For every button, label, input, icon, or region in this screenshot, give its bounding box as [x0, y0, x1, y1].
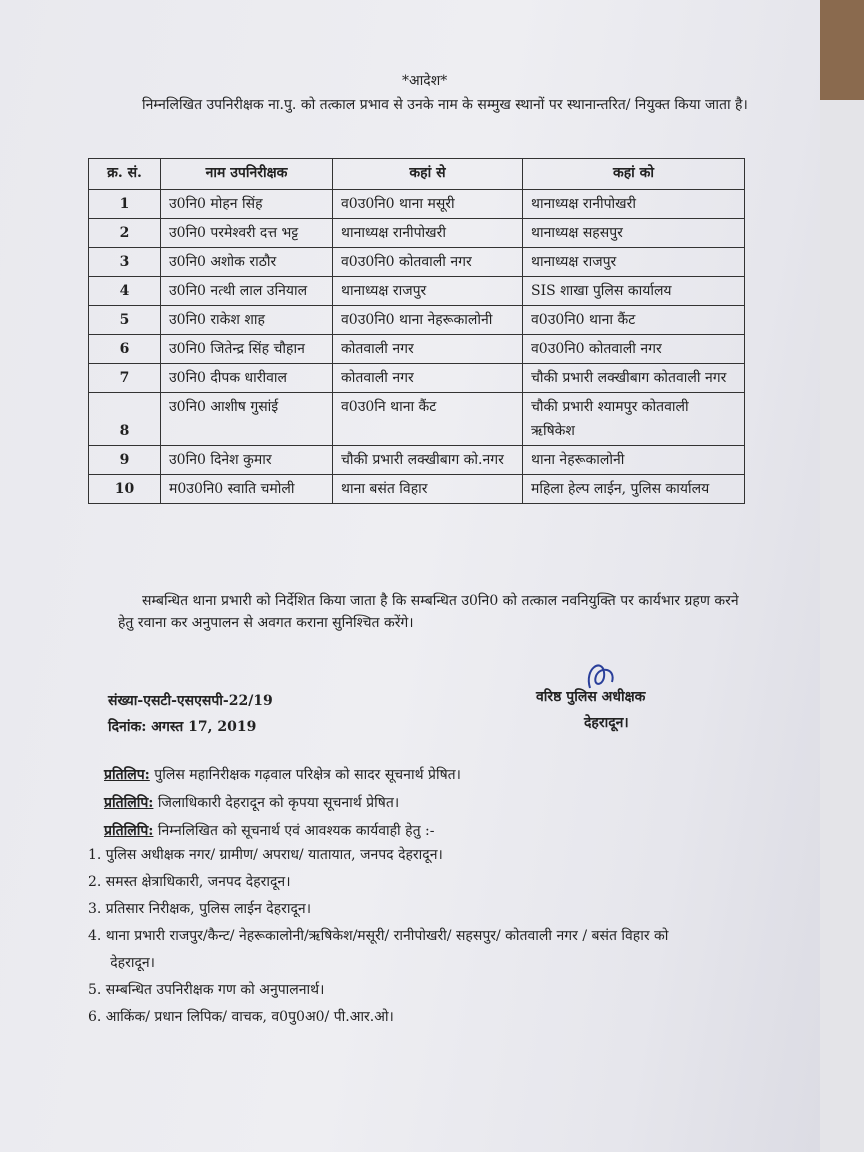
serial-cell: 10: [89, 475, 161, 504]
to-cell: चौकी प्रभारी लक्खीबाग कोतवाली नगर: [523, 364, 745, 393]
col-name: नाम उपनिरीक्षक: [161, 159, 333, 190]
instruction-paragraph: सम्बन्धित थाना प्रभारी को निर्देशित किया जाता है कि सम्बन्धित उ0नि0 को तत्काल नवनियुक्ति पर कार्यभार ग्रहण करने हेतु रवाना कर अनुपालन से अवगत कराना सुनिश्चित करेंगे।: [118, 593, 739, 631]
name-cell: उ0नि0 नत्थी लाल उनियाल: [161, 277, 333, 306]
name-cell: उ0नि0 जितेन्द्र सिंह चौहान: [161, 335, 333, 364]
name-cell: म0उ0नि0 स्वाति चमोली: [161, 475, 333, 504]
table-row: [89, 277, 745, 306]
name-cell: उ0नि0 आशीष गुसांई: [161, 393, 333, 446]
copy-text: पुलिस महानिरीक्षक गढ़वाल परिक्षेत्र को सादर सूचनार्थ प्रेषित।: [149, 767, 461, 783]
signatory-place: देहरादून।: [584, 715, 629, 731]
to-cell: थाना नेहरूकालोनी: [523, 446, 745, 475]
serial-cell: 8: [89, 393, 161, 446]
col-to: कहां को: [523, 159, 745, 190]
recipient-list: [88, 846, 668, 1035]
name-cell: उ0नि0 दीपक धारीवाल: [161, 364, 333, 393]
name-cell: उ0नि0 मोहन सिंह: [161, 190, 333, 219]
copy-line-1: [104, 766, 461, 784]
table-row: [89, 306, 745, 335]
order-title: *आदेश*: [402, 73, 448, 89]
reference-number: संख्या-एसटी-एसएसपी-22/19: [108, 693, 273, 709]
col-serial: क्र. सं.: [89, 159, 161, 190]
list-item: 5. सम्बन्धित उपनिरीक्षक गण को अनुपालनार्थ।: [88, 982, 325, 998]
from-cell: व0उ0नि थाना कैंट: [333, 393, 523, 446]
to-cell: व0उ0नि0 थाना कैंट: [523, 306, 745, 335]
to-cell: चौकी प्रभारी श्यामपुर कोतवाली ऋषिकेश: [523, 393, 745, 446]
list-item: देहरादून।: [88, 955, 155, 971]
serial-cell: 9: [89, 446, 161, 475]
table-row: [89, 364, 745, 393]
transfer-table: [88, 158, 745, 504]
table-header-row: [89, 159, 745, 190]
list-item: 1. पुलिस अधीक्षक नगर/ ग्रामीण/ अपराध/ यातायात, जनपद देहरादून।: [88, 847, 443, 863]
intro-paragraph: निम्नलिखित उपनिरीक्षक ना.पु. को तत्काल प्रभाव से उनके नाम के सम्मुख स्थानों पर स्थानान्तरित/ नियुक्त किया जाता है।: [142, 97, 748, 113]
name-cell: उ0नि0 अशोक राठौर: [161, 248, 333, 277]
to-cell: महिला हेल्प लाईन, पुलिस कार्यालय: [523, 475, 745, 504]
from-cell: व0उ0नि0 कोतवाली नगर: [333, 248, 523, 277]
from-cell: व0उ0नि0 थाना नेहरूकालोनी: [333, 306, 523, 335]
list-item: 2. समस्त क्षेत्राधिकारी, जनपद देहरादून।: [88, 874, 291, 890]
to-cell: थानाध्यक्ष रानीपोखरी: [523, 190, 745, 219]
list-item: 6. आकिंक/ प्रधान लिपिक/ वाचक, व0पु0अ0/ पी.आर.ओ।: [88, 1009, 394, 1025]
from-cell: व0उ0नि0 थाना मसूरी: [333, 190, 523, 219]
serial-cell: 3: [89, 248, 161, 277]
name-cell: उ0नि0 दिनेश कुमार: [161, 446, 333, 475]
from-cell: थानाध्यक्ष रानीपोखरी: [333, 219, 523, 248]
order-date: दिनांक: अगस्त 17, 2019: [108, 719, 257, 735]
name-cell: उ0नि0 परमेश्वरी दत्त भट्ट: [161, 219, 333, 248]
to-cell: SIS शाखा पुलिस कार्यालय: [523, 277, 745, 306]
serial-cell: 5: [89, 306, 161, 335]
to-cell: थानाध्यक्ष राजपुर: [523, 248, 745, 277]
to-cell: थानाध्यक्ष सहसपुर: [523, 219, 745, 248]
table-row: [89, 475, 745, 504]
from-cell: चौकी प्रभारी लक्खीबाग को.नगर: [333, 446, 523, 475]
serial-cell: 1: [89, 190, 161, 219]
copy-label: प्रतिलिपि:: [104, 795, 154, 811]
table-row: [89, 393, 745, 446]
serial-cell: 7: [89, 364, 161, 393]
copy-line-2: [104, 794, 399, 812]
copy-line-3: [104, 822, 434, 840]
from-cell: थाना बसंत विहार: [333, 475, 523, 504]
from-cell: कोतवाली नगर: [333, 364, 523, 393]
from-cell: कोतवाली नगर: [333, 335, 523, 364]
list-item: 3. प्रतिसार निरीक्षक, पुलिस लाईन देहरादून।: [88, 901, 312, 917]
table-row: [89, 219, 745, 248]
serial-cell: 6: [89, 335, 161, 364]
copy-label: प्रतिलिपि:: [104, 823, 154, 839]
col-from: कहां से: [333, 159, 523, 190]
name-cell: उ0नि0 राकेश शाह: [161, 306, 333, 335]
copy-label: प्रतिलिप:: [104, 767, 150, 783]
table-row: [89, 248, 745, 277]
serial-cell: 4: [89, 277, 161, 306]
copy-text: निम्नलिखित को सूचनार्थ एवं आवश्यक कार्यवाही हेतु :-: [153, 823, 435, 839]
signatory-title: वरिष्ठ पुलिस अधीक्षक: [536, 689, 646, 705]
from-cell: थानाध्यक्ष राजपुर: [333, 277, 523, 306]
list-item: 4. थाना प्रभारी राजपुर/कैन्ट/ नेहरूकालोनी/ऋषिकेश/मसूरी/ रानीपोखरी/ सहसपुर/ कोतवाली नगर / बसंत विहार को: [88, 928, 669, 944]
table-row: [89, 335, 745, 364]
table-row: [89, 190, 745, 219]
to-cell: व0उ0नि0 कोतवाली नगर: [523, 335, 745, 364]
serial-cell: 2: [89, 219, 161, 248]
table-row: [89, 446, 745, 475]
copy-text: जिलाधिकारी देहरादून को कृपया सूचनार्थ प्रेषित।: [153, 795, 400, 811]
